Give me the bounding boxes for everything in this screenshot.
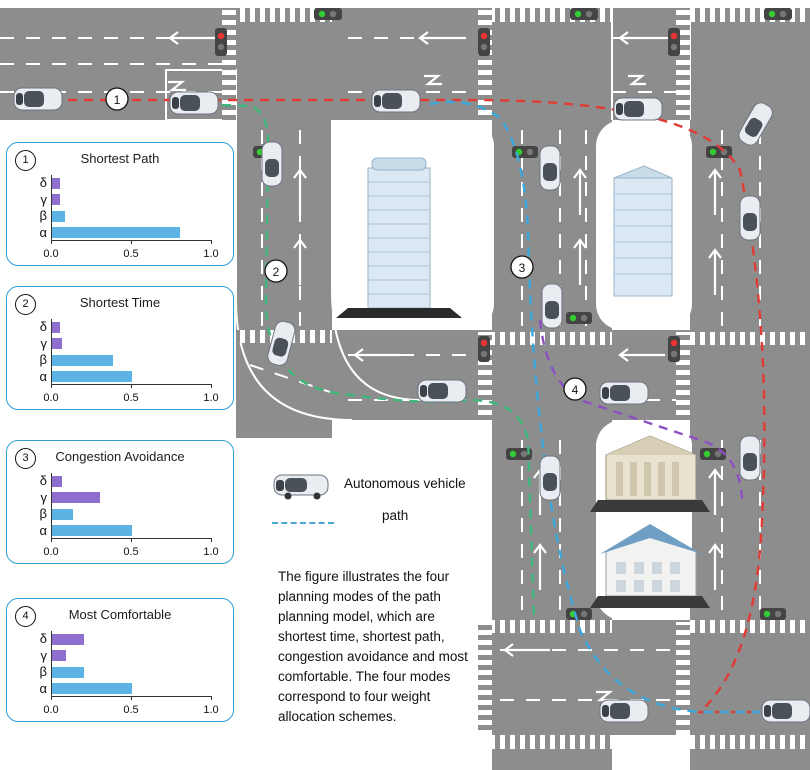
x-tick <box>51 240 52 244</box>
axis-label-β: β <box>39 664 47 680</box>
x-tick <box>211 384 212 388</box>
x-tick <box>51 538 52 542</box>
bar-α <box>52 227 180 238</box>
chart-badge: 1 <box>15 150 36 171</box>
chart-title: Shortest Path <box>80 151 160 166</box>
figure-caption: The figure illustrates the four planning modes of the path planning model, which are shortest time, shortest path, congestion avoidance and most comfortable. The four modes correspond to four weight allocation schemes. <box>278 569 468 724</box>
x-tick <box>211 240 212 244</box>
axis-label-δ: δ <box>39 631 47 647</box>
svg-text:1: 1 <box>113 93 121 107</box>
x-tick <box>51 384 52 388</box>
axis-label-δ: δ <box>39 175 47 191</box>
x-tick-label: 0.0 <box>43 546 59 558</box>
x-tick <box>211 696 212 700</box>
bar-δ <box>52 178 60 189</box>
map-marker-2 <box>265 260 287 282</box>
chart-plot-1 <box>39 319 219 404</box>
svg-text:2: 2 <box>272 265 280 279</box>
x-tick-label: 1.0 <box>203 704 219 716</box>
chart-card-shortest-path <box>6 142 234 266</box>
x-tick-label: 0.5 <box>123 546 139 558</box>
bar-β <box>52 667 84 678</box>
x-tick-label: 1.0 <box>203 392 219 404</box>
chart-badge: 3 <box>15 448 36 469</box>
axis-label-β: β <box>39 352 47 368</box>
x-tick <box>131 384 132 388</box>
legend-row-path <box>272 504 512 538</box>
axis-label-α: α <box>39 368 47 384</box>
axis-label-α: α <box>39 680 47 696</box>
bar-β <box>52 211 65 222</box>
chart-card-most-comfortable <box>6 598 234 722</box>
x-tick-label: 0.5 <box>123 704 139 716</box>
x-tick <box>131 240 132 244</box>
x-tick-label: 0.0 <box>43 704 59 716</box>
x-tick <box>211 538 212 542</box>
map-marker-1 <box>106 88 128 110</box>
bar-γ <box>52 492 100 503</box>
bar-δ <box>52 634 84 645</box>
bar-δ <box>52 322 60 333</box>
axis-label-α: α <box>39 224 47 240</box>
bar-β <box>52 355 113 366</box>
axis-label-γ: γ <box>40 489 47 505</box>
svg-text:3: 3 <box>518 261 526 275</box>
dashed-line-icon <box>272 522 334 524</box>
chart-plot-0 <box>39 175 219 260</box>
legend-row-vehicle <box>272 470 512 504</box>
car-icon <box>272 470 334 500</box>
axis-label-γ: γ <box>40 647 47 663</box>
map-marker-4 <box>564 378 586 400</box>
x-tick-label: 0.5 <box>123 392 139 404</box>
chart-card-shortest-time <box>6 286 234 410</box>
axis-label-δ: δ <box>39 319 47 335</box>
axis-label-α: α <box>39 522 47 538</box>
bar-α <box>52 683 132 694</box>
svg-text:4: 4 <box>571 383 579 397</box>
chart-title: Most Comfortable <box>68 607 172 622</box>
chart-title: Shortest Time <box>79 295 161 310</box>
map-marker-3 <box>511 256 533 278</box>
bar-α <box>52 371 132 382</box>
chart-plot-3 <box>39 631 219 716</box>
axis-label-β: β <box>39 506 47 522</box>
legend-vehicle-label: Autonomous vehicle <box>344 476 466 491</box>
legend-path-label: path <box>382 508 409 523</box>
x-tick-label: 1.0 <box>203 546 219 558</box>
bar-γ <box>52 338 62 349</box>
bar-γ <box>52 194 60 205</box>
axis-label-δ: δ <box>39 473 47 489</box>
axis-label-γ: γ <box>40 191 47 207</box>
x-tick <box>131 538 132 542</box>
bar-α <box>52 525 132 536</box>
x-tick-label: 1.0 <box>203 248 219 260</box>
x-tick-label: 0.0 <box>43 392 59 404</box>
chart-badge: 2 <box>15 294 36 315</box>
chart-card-congestion-avoidance <box>6 440 234 564</box>
tower-building-2 <box>614 166 672 296</box>
x-tick <box>131 696 132 700</box>
x-tick-label: 0.0 <box>43 248 59 260</box>
bar-γ <box>52 650 66 661</box>
bar-δ <box>52 476 62 487</box>
bar-β <box>52 509 73 520</box>
chart-plot-2 <box>39 473 219 558</box>
chart-badge: 4 <box>15 606 36 627</box>
x-tick-label: 0.5 <box>123 248 139 260</box>
x-tick <box>51 696 52 700</box>
axis-label-β: β <box>39 208 47 224</box>
chart-title: Congestion Avoidance <box>55 449 185 464</box>
axis-label-γ: γ <box>40 335 47 351</box>
legend <box>272 470 512 538</box>
